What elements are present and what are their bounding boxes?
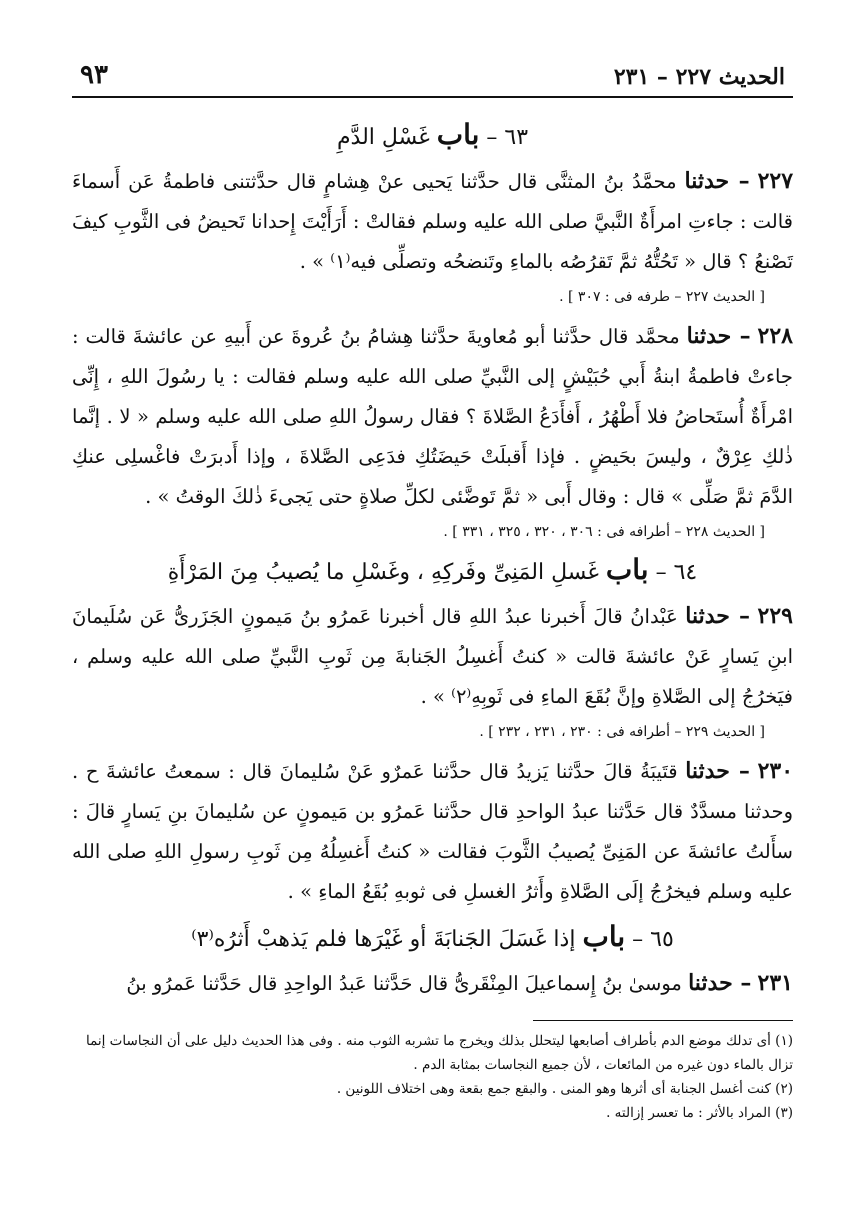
hadith-text: محمَّد قال حدَّثنا أبو مُعاويةَ حدَّثنا هِشامُ بنُ عُروةَ عن أَبيهِ عن عائشةَ قالت : جاءتْ فاطمةُ ابنةُ أَبي حُبَيْشٍ إلى النَّبيِّ صلى الله عليه وسلم فقالت : يا رسُولَ اللهِ ، إِنِّى امْرأَةٌ أُستَحاضُ فلا أَطْهُرُ ، أَفأَدَعُ الصَّلاةَ ؟ فقال رسولُ اللهِ صلى الله عليه وسلم « لا . إنَّما ذٰلكِ عِرْقٌ ، وليسَ بحَيضٍ . فإذا أَقبلَتْ حَيضَتُكِ فدَعِى الصَّلاةَ ، وإذا أَدبرَتْ فاغْسلِى عنكِ الدَّمَ ثمَّ صَلِّى » قال : وقال أَبى « ثمَّ تَوضَّئى لكلِّ صلاةٍ حتى يَجىءَ ذٰلكَ الوقتُ » . bbox=[72, 325, 793, 508]
cross-reference: [ الحديث ٢٢٧ – طرفه فى : ٣٠٧ ] . bbox=[559, 289, 765, 305]
hadith-229 bbox=[72, 596, 793, 717]
bab-label: باب bbox=[582, 920, 626, 953]
hadith-227 bbox=[72, 161, 793, 282]
hadith-number: ٢٢٨ bbox=[757, 323, 793, 349]
haddathana-label: – حدثنا bbox=[684, 168, 750, 194]
hadith-text: محمَّدُ بنُ المثنَّى قال حدَّثنا يَحيى عنْ هِشامٍ قال حدَّثتنى فاطمةُ عَن أَسماءَ قالت : جاءتِ امرأَةٌ النَّبيَّ صلى الله عليه وسلم فقالتْ : أَرَأَيْتَ إِحدانا تَحيضُ فى الثَّوبِ كيفَ تَصْنعُ ؟ قال « تَحُتُّهُ ثمَّ تَقرُصُه بالماءِ وتَنضحُه وتصلِّى فيه⁽١⁾ » . bbox=[72, 170, 793, 273]
hadith-number: ٢٢٧ bbox=[757, 168, 794, 194]
haddathana-label: – حدثنا bbox=[688, 970, 752, 996]
hadith-230 bbox=[72, 751, 793, 912]
page-header bbox=[72, 60, 793, 98]
page-body bbox=[72, 98, 793, 1004]
hadith-text: قتَيبَةُ قالَ حدَّثنا يَزيدُ قال حدَّثنا عَمرٌو عَنْ سُليمانَ قال : سمعتُ عائشةَ ح . وحدثنا مسدَّدٌ قال حَدَّثنا عبدُ الواحدِ قال حدَّثنا عَمرُو بن مَيمونٍ عن سُليمانَ بنِ يَسارٍ قالَ : سأَلتُ عائشةَ عن المَنِىِّ يُصيبُ الثَّوبَ فقالت « كنتُ أَغسِلُهُ مِن ثَوبِ رسولِ اللهِ صلى الله عليه وسلم فيخرُجُ إلَى الصَّلاةِ وأَثرُ الغسلِ فى ثوبهِ بُقَعُ الماءِ » . bbox=[72, 760, 793, 903]
footnotes bbox=[72, 1020, 793, 1125]
hadith-number: ٢٣٠ bbox=[757, 758, 794, 784]
running-title: الحديث ٢٢٧ – ٢٣١ bbox=[613, 64, 785, 90]
footnote-1: (١) أى تدلك موضع الدم بأطراف أصابعها ليتحلل بذلك ويخرج ما تشربه الثوب منه . وفى هذا الحديث دليل على أن النجاسات إنما تزال بالماء دون غيره من المائعات ، لأن جميع النجاسات بمثابة الدم . bbox=[85, 1033, 793, 1073]
hadith-number: ٢٣١ bbox=[757, 970, 793, 996]
footnote-divider bbox=[533, 1020, 793, 1021]
bab-label: باب bbox=[605, 553, 649, 586]
hadith-number: ٢٢٩ bbox=[757, 603, 793, 629]
chapter-number: ٦٣ – bbox=[486, 125, 529, 150]
cross-reference: [ الحديث ٢٢٨ – أطرافه فى : ٣٠٦ ، ٣٢٠ ، ٣٢٥ ، ٣٣١ ] . bbox=[443, 524, 765, 540]
page-number: ٩٣ bbox=[80, 60, 108, 90]
chapter-number: ٦٤ – bbox=[655, 560, 698, 585]
bab-label: باب bbox=[436, 118, 480, 151]
hadith-228 bbox=[72, 316, 793, 517]
chapter-title: غَسْلِ الدَّمِ bbox=[336, 125, 430, 150]
chapter-heading-65 bbox=[72, 920, 793, 957]
chapter-heading-63 bbox=[72, 118, 793, 155]
hadith-text: عَبْدانُ قالَ أَخبرنا عبدُ اللهِ قال أخبرنا عَمرُو بنُ مَيمونٍ الجَزَرىُّ عَن سُلَيمانَ ابنِ يَسارٍ عَنْ عائشةَ قالت « كنتُ أَغسِلُ الجَنابةَ مِن ثَوبِ النَّبيِّ صلى الله عليه وسلم ، فيَخرُجُ إلى الصَّلاةِ وإنَّ بُقَعَ الماءِ فى ثَوبِهِ⁽٢⁾ » . bbox=[72, 605, 793, 708]
chapter-heading-64 bbox=[72, 553, 793, 590]
chapter-title: إذا غَسَلَ الجَنابَةَ أو غَيْرَها فلم يَذهبْ أَثرُه⁽٣⁾ bbox=[191, 927, 576, 952]
chapter-number: ٦٥ – bbox=[632, 927, 674, 952]
hadith-text: موسىٰ بنُ إِسماعيلَ المِنْقَرىُّ قال حَدَّثنا عَبدُ الواحِدِ قال حَدَّثنا عَمرُو بنُ bbox=[126, 972, 682, 995]
chapter-title: غَسلِ المَنِىِّ وفَركِهِ ، وغَسْلِ ما يُصيبُ مِنَ المَرْأَةِ bbox=[167, 560, 599, 585]
haddathana-label: – حدثنا bbox=[685, 758, 750, 784]
footnote-3: (٣) المراد بالأثر : ما تعسر إزالته . bbox=[606, 1105, 793, 1121]
cross-reference: [ الحديث ٢٢٩ – أطرافه فى : ٢٣٠ ، ٢٣١ ، ٢٣٢ ] . bbox=[479, 724, 765, 740]
haddathana-label: – حدثنا bbox=[686, 323, 751, 349]
footnote-2: (٢) كنت أغسل الجنابة أى أثرها وهو المنى . والبقع جمع بقعة وهى اختلاف اللونين . bbox=[336, 1081, 793, 1097]
haddathana-label: – حدثنا bbox=[685, 603, 750, 629]
hadith-231 bbox=[72, 963, 793, 1004]
